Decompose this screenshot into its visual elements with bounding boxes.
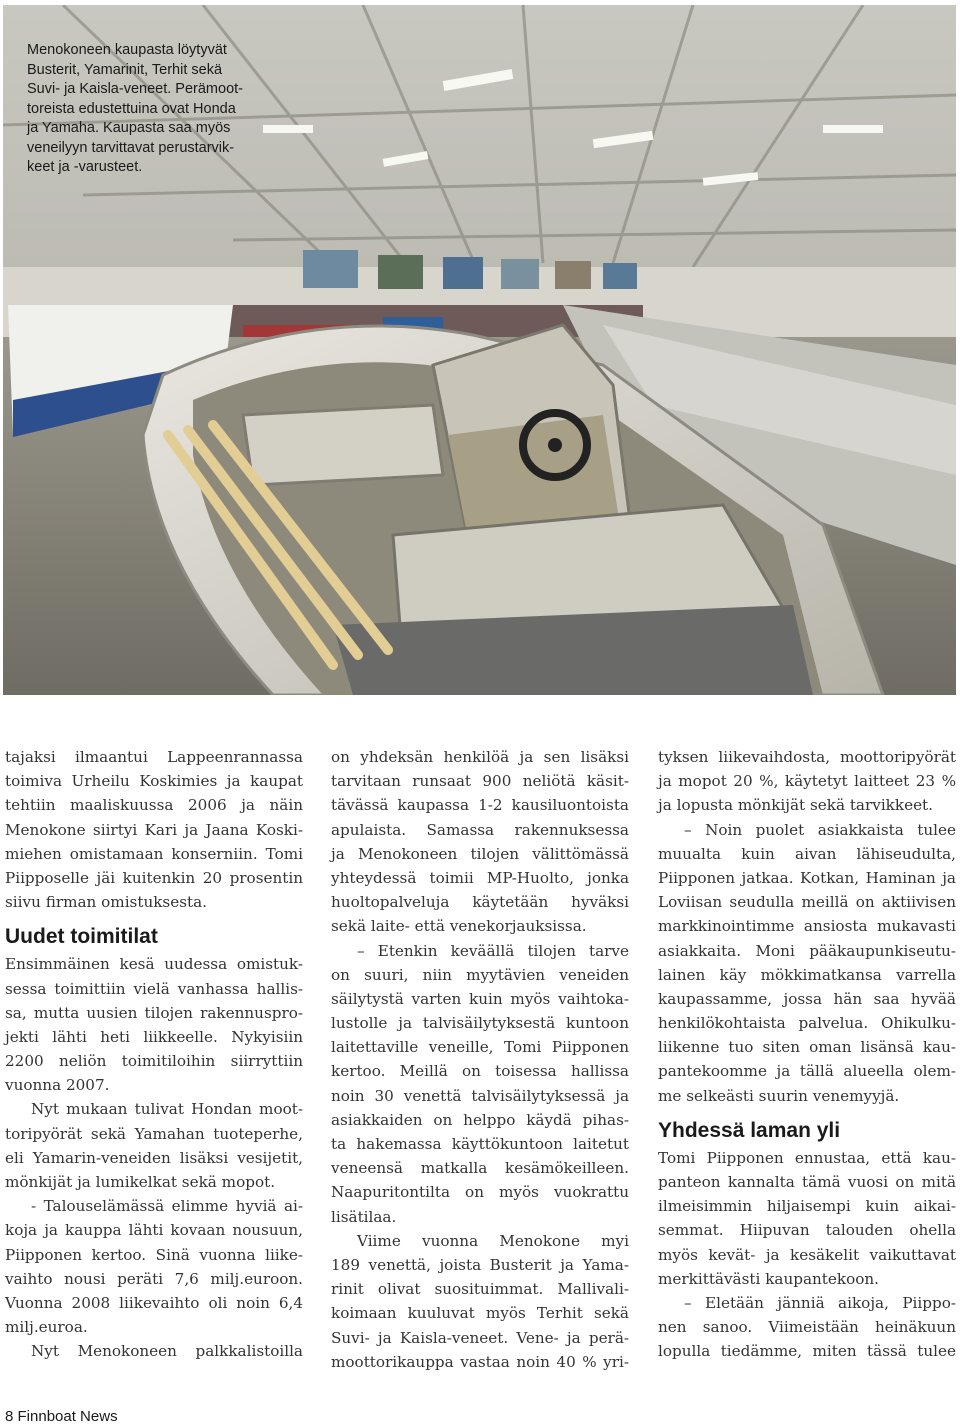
text-line: semmat. Hiipuvan talouden ohella xyxy=(658,1221,956,1240)
text-line: apulaista. Samassa rakennuksessa xyxy=(331,820,629,839)
paragraph xyxy=(658,1146,956,1291)
caption-line: veneilyyn tarvittavat perustarvik- xyxy=(27,139,235,156)
text-line: on yhdeksän henkilöä ja sen lisäksi xyxy=(331,748,629,766)
text-line: on suuri, niin myytävien veneiden xyxy=(331,965,629,984)
text-line: Piipponen jatkaa. Kotkan, Haminan ja xyxy=(658,868,956,887)
paragraph xyxy=(658,745,956,818)
text-line: huoltopalveluja käytetään hyväksi xyxy=(331,893,629,912)
text-line: markkinointimme ansiosta mukavasti xyxy=(658,917,956,936)
text-line: koja ja kauppa lähti kovaan nousuun, xyxy=(5,1221,303,1240)
text-line: miehen omistamaan konserniin. Tomi xyxy=(5,844,303,863)
text-line: pantekoomme ja tällä alueella olem- xyxy=(658,1062,956,1081)
text-line: Nyt mukaan tulivat Hondan moot- xyxy=(31,1100,303,1119)
caption-line: Menokoneen kaupasta löytyvät xyxy=(27,42,227,58)
article-column-3 xyxy=(658,745,956,1364)
text-line: moottorikauppa vastaa noin 40 % yri- xyxy=(331,1352,629,1371)
text-line: Ensimmäinen kesä uudessa omistuk- xyxy=(5,955,303,974)
paragraph xyxy=(5,745,303,914)
text-line: ta hakemassa käyttökuntoon laitetut xyxy=(331,1135,629,1153)
text-line: panteon kannalta tämä vuosi on mitä xyxy=(658,1173,956,1191)
text-line: vaihto nousi peräti 7,6 milj.euroon. xyxy=(5,1269,303,1288)
text-line: asiakkaita. Moni pääkaupunkiseutu- xyxy=(658,941,956,960)
text-line: Loviisan seudulla meillä on aktiivisen xyxy=(658,893,956,912)
text-line: tyksen liikevaihdosta, moottoripyörät xyxy=(658,748,956,766)
text-line: Suvi- ja Kaisla-veneet. Vene- ja perä- xyxy=(331,1328,629,1347)
text-line: – Noin puolet asiakkaista tulee xyxy=(684,820,956,839)
text-line: tävässä kaupassa 1-2 kausiluontoista xyxy=(331,796,629,815)
text-line: Tomi Piipponen ennustaa, että kau- xyxy=(658,1148,956,1167)
text-line: sa, mutta uusien tilojen rakennuspro- xyxy=(5,1003,303,1022)
paragraph xyxy=(658,818,956,1108)
text-line: sekä laite- että venekorjauksissa. xyxy=(331,917,587,936)
text-line: jekti lähti heti liikkeelle. Nykyisiin xyxy=(5,1027,303,1046)
publication-name: Finnboat News xyxy=(17,1408,118,1425)
text-line: ilmeisimmin hiljaisempi kuin aikai- xyxy=(658,1197,956,1216)
article-column-2 xyxy=(331,745,629,1374)
text-line: Nyt Menokoneen palkkalistoilla xyxy=(31,1342,303,1361)
text-line: milj.euroa. xyxy=(5,1318,88,1337)
paragraph xyxy=(331,939,629,1229)
caption-line: Busterit, Yamarinit, Terhit sekä xyxy=(27,61,223,78)
text-line: 189 venettä, joista Busterit ja Yama- xyxy=(331,1255,629,1274)
text-line: kertoo. Meillä on toisessa hallissa xyxy=(331,1062,629,1081)
text-line: säilytystä varten kuin myös vaihtoka- xyxy=(331,989,629,1008)
text-line: ja lopusta mönkijät sekä tarvikkeet. xyxy=(658,796,933,815)
text-line: laitettaville veneille, Tomi Piipponen xyxy=(331,1038,629,1057)
text-line: merkittävästi kaupantekoon. xyxy=(658,1269,879,1288)
paragraph xyxy=(5,1194,303,1339)
text-line: koimaan kuuluvat myös Terhit sekä xyxy=(331,1304,629,1323)
text-line: veneensä matkalla kesämökeilleen. xyxy=(331,1159,629,1178)
text-line: Naapuritontilta on myös vuokrattu xyxy=(331,1183,629,1202)
page-footer xyxy=(5,1408,118,1425)
text-line: liikenne tuo siten oman lisänsä kau- xyxy=(658,1038,956,1057)
text-line: muualta kuin aivan lähiseudulta, xyxy=(658,844,956,863)
section-heading: Yhdessä laman yli xyxy=(658,1118,841,1142)
text-line: siivu firman omistuksesta. xyxy=(5,893,207,912)
article-column-1 xyxy=(5,745,303,1364)
paragraph xyxy=(5,1339,303,1363)
text-line: 2200 neliön toimitiloihin siirryttiin xyxy=(5,1052,303,1071)
paragraph xyxy=(5,952,303,1097)
text-line: – Eletään jänniä aikoja, Piippo- xyxy=(684,1293,956,1312)
text-line: Vuonna 2008 liikevaihto oli noin 6,4 xyxy=(5,1293,303,1312)
paragraph xyxy=(5,1097,303,1194)
text-line: Viime vuonna Menokone myi xyxy=(357,1231,629,1250)
text-line: ja Menokoneen tilojen välittömässä xyxy=(331,844,629,863)
text-line: henkilökohtaista palvelua. Ohikulku- xyxy=(658,1014,956,1033)
text-line: ja mopot 20 %, käytetyt laitteet 23 % xyxy=(658,772,956,791)
page-number: 8 xyxy=(5,1408,14,1425)
caption-line: keet ja -varusteet. xyxy=(27,159,143,175)
paragraph xyxy=(658,1291,956,1364)
text-line: me selkeästi suurin venemyyjä. xyxy=(658,1086,900,1105)
text-line: eli Yamarin-veneiden lisäksi vesijetit, xyxy=(5,1148,303,1167)
text-line: toimiva Urheilu Koskimies ja kaupat xyxy=(5,772,303,791)
text-line: lopulla tiedämme, miten tässä tulee xyxy=(658,1342,956,1361)
text-line: - Talouselämässä elimme hyviä ai- xyxy=(31,1197,303,1216)
paragraph xyxy=(331,745,629,939)
caption-line: toreista edustettuina ovat Honda xyxy=(27,100,236,117)
text-line: yhteydessä toimii MP-Huolto, jonka xyxy=(331,868,629,887)
text-line: tarvitaan runsaat 900 neliötä käsit- xyxy=(331,772,629,791)
text-line: tajaksi ilmaantui Lappeenrannassa xyxy=(5,748,303,766)
text-line: mönkijät ja lumikelkat sekä mopot. xyxy=(5,1173,276,1191)
text-line: asiakkaiden on helppo käydä pihas- xyxy=(331,1110,629,1129)
text-line: – Etenkin keväällä tilojen tarve xyxy=(357,941,629,960)
text-line: tehtiin maaliskuussa 2006 ja näin xyxy=(5,796,303,815)
text-line: vuonna 2007. xyxy=(5,1076,110,1095)
text-line: kaupassamme, jossa hän saa hyvää xyxy=(658,989,956,1008)
text-line: Piipponen kertoo. Sinä vuonna liike- xyxy=(5,1245,303,1264)
caption-line: Suvi- ja Kaisla-veneet. Perämoot- xyxy=(27,81,243,97)
paragraph xyxy=(331,1229,629,1374)
text-line: lainen käy mökkimatkansa varrella xyxy=(658,965,956,984)
text-line: toripyörät sekä Yamahan tuoteperhe, xyxy=(5,1124,303,1143)
text-line: sessa toimittiin vielä vanhassa hallis- xyxy=(5,979,303,998)
text-line: lustolle ja talvisäilytyksestä kuntoon xyxy=(331,1014,629,1033)
showroom-photo xyxy=(3,5,956,695)
text-line: Menokone siirtyi Kari ja Jaana Koski- xyxy=(5,820,303,839)
section-heading: Uudet toimitilat xyxy=(5,925,158,949)
caption-line: ja Yamaha. Kaupasta saa myös xyxy=(27,120,231,136)
text-line: rinit olivat suosituimmat. Mallivali- xyxy=(331,1280,629,1299)
text-line: lisätilaa. xyxy=(331,1207,397,1226)
text-line: nen sanoo. Viimeistään heinäkuun xyxy=(658,1318,956,1337)
text-line: Piipposelle jäi kuitenkin 20 prosentin xyxy=(5,868,303,887)
text-line: noin 30 venettä talvisäilytyksessä ja xyxy=(331,1086,629,1105)
photo-caption xyxy=(27,41,267,178)
text-line: myös kevät- ja kesäkelit vaikuttavat xyxy=(658,1245,956,1264)
